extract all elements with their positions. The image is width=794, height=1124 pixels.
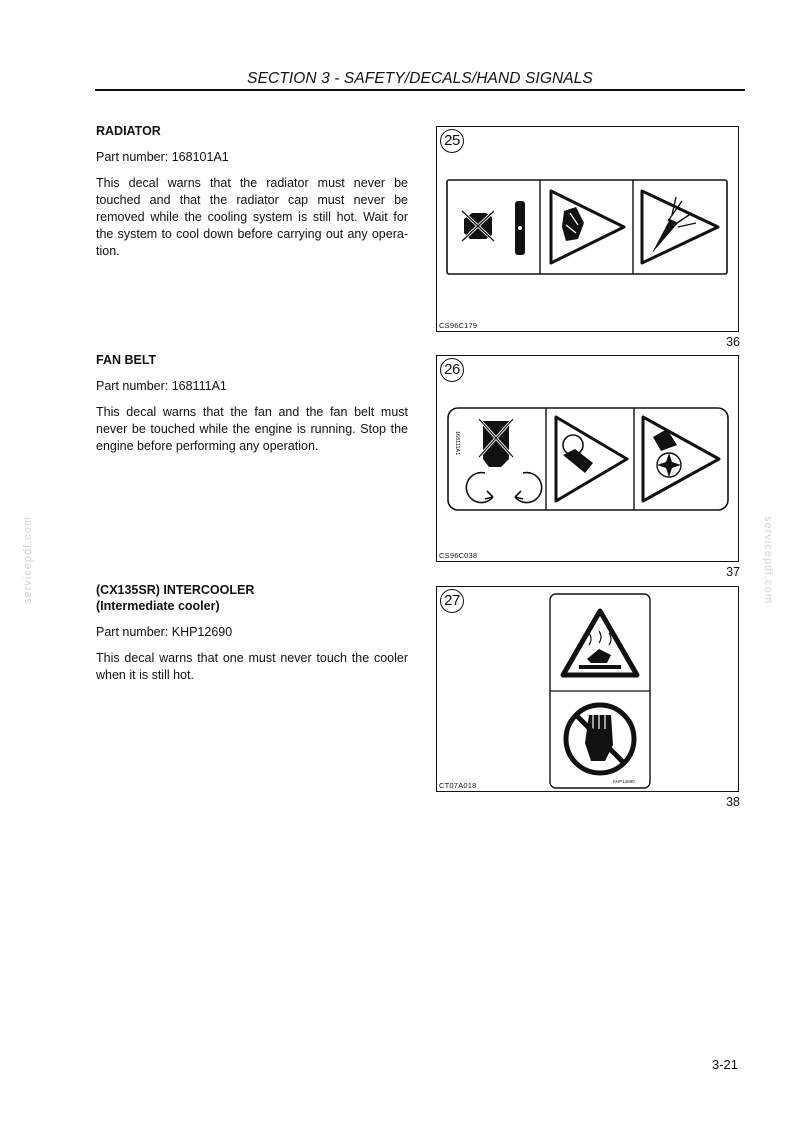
- part-number: Part number: 168101A1: [96, 150, 229, 164]
- figure-number: 26: [440, 358, 464, 382]
- watermark-right: servicepdf.com: [762, 516, 774, 604]
- decal-part-text: 168111A1: [454, 431, 460, 456]
- fan-belt-decal: [447, 407, 729, 511]
- part-number: Part number: KHP12690: [96, 625, 233, 639]
- section-description: This decal warns that the fan and the fan belt must never be touched while the engine is running. Stop the engine before performing any operation.: [96, 405, 408, 453]
- watermark-left: servicepdf.com: [22, 516, 34, 604]
- radiator-decal: [446, 179, 728, 275]
- section-title: (CX135SR) INTERCOOLER: [96, 583, 255, 597]
- figure-number: 25: [440, 129, 464, 153]
- figure-26: [436, 355, 739, 562]
- figure-27: [436, 586, 739, 792]
- section-subtitle: (Intermediate cooler): [96, 599, 220, 613]
- section-description: This decal warns that one must never touch the cooler when it is still hot.: [96, 651, 408, 682]
- section-radiator: [96, 123, 408, 260]
- figure-25: [436, 126, 739, 332]
- decal-part-text: KHP12690: [613, 779, 635, 784]
- figure-code: CS96C038: [439, 551, 478, 560]
- section-title: RADIATOR: [96, 124, 161, 138]
- no-touch-prohibition-icon: [566, 705, 634, 773]
- figure-label: 36: [726, 335, 740, 349]
- page-number: 3-21: [711, 1057, 738, 1072]
- figure-code: CT07A018: [439, 781, 477, 790]
- section-header: SECTION 3 - SAFETY/DECALS/HAND SIGNALS: [247, 70, 593, 87]
- no-touch-hand-icon: [479, 419, 513, 467]
- part-number: Part number: 168111A1: [96, 379, 227, 393]
- header-rule: [95, 89, 745, 91]
- section-title: FAN BELT: [96, 353, 157, 367]
- no-touch-hand-icon: [462, 211, 494, 241]
- figure-label: 37: [726, 565, 740, 579]
- intercooler-decal: [549, 593, 651, 789]
- figure-label: 38: [726, 795, 740, 809]
- section-description: This decal warns that the radiator must never be touched and that the radiator cap must never be removed while the cooling system is still hot. Wait for the system to cool down before carrying out any opera-tion.: [96, 176, 408, 258]
- section-intercooler: [96, 582, 408, 684]
- figure-code: CS96C179: [439, 321, 478, 330]
- figure-number: 27: [440, 589, 464, 613]
- section-fan-belt: [96, 352, 408, 455]
